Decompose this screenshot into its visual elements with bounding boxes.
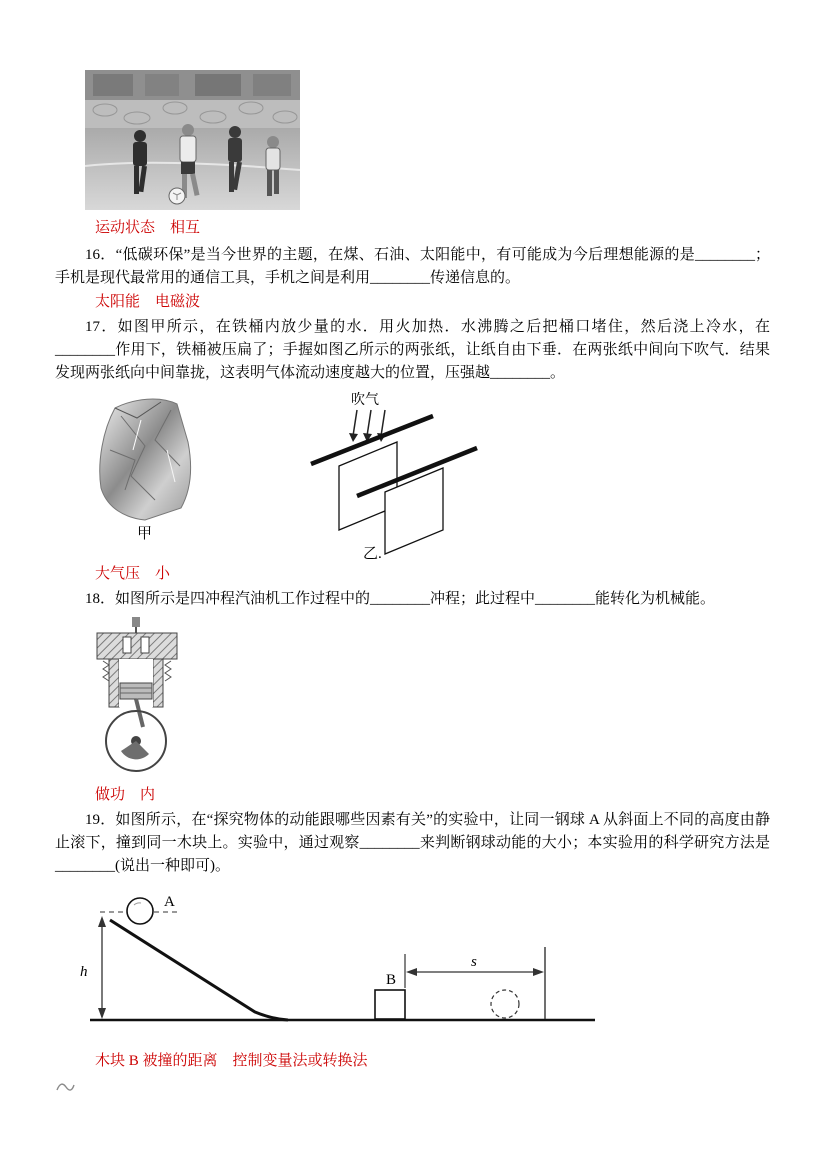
valve-spring-left — [103, 661, 109, 681]
valve-spring-right — [165, 661, 171, 681]
figure-row-q17 — [85, 390, 827, 562]
intake-valve — [123, 637, 131, 653]
question-18: 18．如图所示是四冲程汽油机工作过程中的________冲程；此过程中________能转化为机械能。 — [85, 591, 716, 607]
cylinder-head — [97, 633, 177, 659]
answer-q16: 太阳能 电磁波 — [95, 294, 201, 310]
piston — [120, 683, 152, 699]
answer-q18: 做功 内 — [95, 787, 156, 803]
ball-label: A — [164, 894, 175, 910]
distance-label: s — [471, 954, 477, 970]
incline-experiment-figure — [60, 892, 600, 1037]
spark-plug — [132, 617, 140, 627]
answer-q17: 大气压 小 — [95, 566, 171, 582]
photo-stone-wall — [85, 100, 300, 128]
question-19: 19．如图所示，在“探究物体的动能跟哪些因素有关”的实验中，让同一钢球 A 从斜面上不同的高度由静止滚下，撞到同一木块上。实验中，通过观察________来判断钢球动能的大小；本实验用的科学研究方法是________(说出一种即可)。 — [55, 812, 770, 874]
blow-arrows — [353, 410, 385, 436]
cylinder-wall-left — [109, 659, 119, 707]
soccer-photo — [85, 70, 300, 210]
height-label: h — [80, 964, 88, 980]
counterweight — [121, 741, 149, 759]
blow-label: 吹气 — [351, 393, 379, 408]
blowing-papers-figure — [305, 390, 483, 562]
crushed-can-body — [100, 399, 191, 520]
wood-block-B — [375, 990, 405, 1019]
crushed-can-figure — [85, 390, 205, 542]
question-16: 16．“低碳环保”是当今世界的主题，在煤、石油、太阳能中，有可能成为今后理想能源的是________；手机是现代最常用的通信工具，手机之间是利用________传递信息的。 — [55, 247, 770, 286]
figure-label-yi: 乙. — [363, 546, 382, 562]
answer-q19: 木块 B 被撞的距离 控制变量法或转换法 — [95, 1053, 368, 1069]
incline-slope — [110, 920, 288, 1020]
engine-figure — [85, 617, 190, 777]
figure-label-jia: 甲 — [137, 526, 153, 542]
block-label: B — [386, 972, 397, 988]
stray-mark — [55, 1079, 77, 1095]
ball-final-position — [491, 990, 519, 1018]
cylinder-wall-right — [153, 659, 163, 707]
question-17: 17．如图甲所示，在铁桶内放少量的水．用火加热．水沸腾之后把桶口堵住，然后浇上冷水，在________作用下，铁桶被压扁了；手握如图乙所示的两张纸，让纸自由下垂．在两张纸中间向下吹气．结果发现两张纸向中间靠拢，这表明气体流动速度越大的位置，压强越________。 — [55, 319, 770, 381]
answer-q15: 运动状态 相互 — [95, 220, 201, 236]
exhaust-valve — [141, 637, 149, 653]
steel-ball-A — [127, 898, 153, 924]
